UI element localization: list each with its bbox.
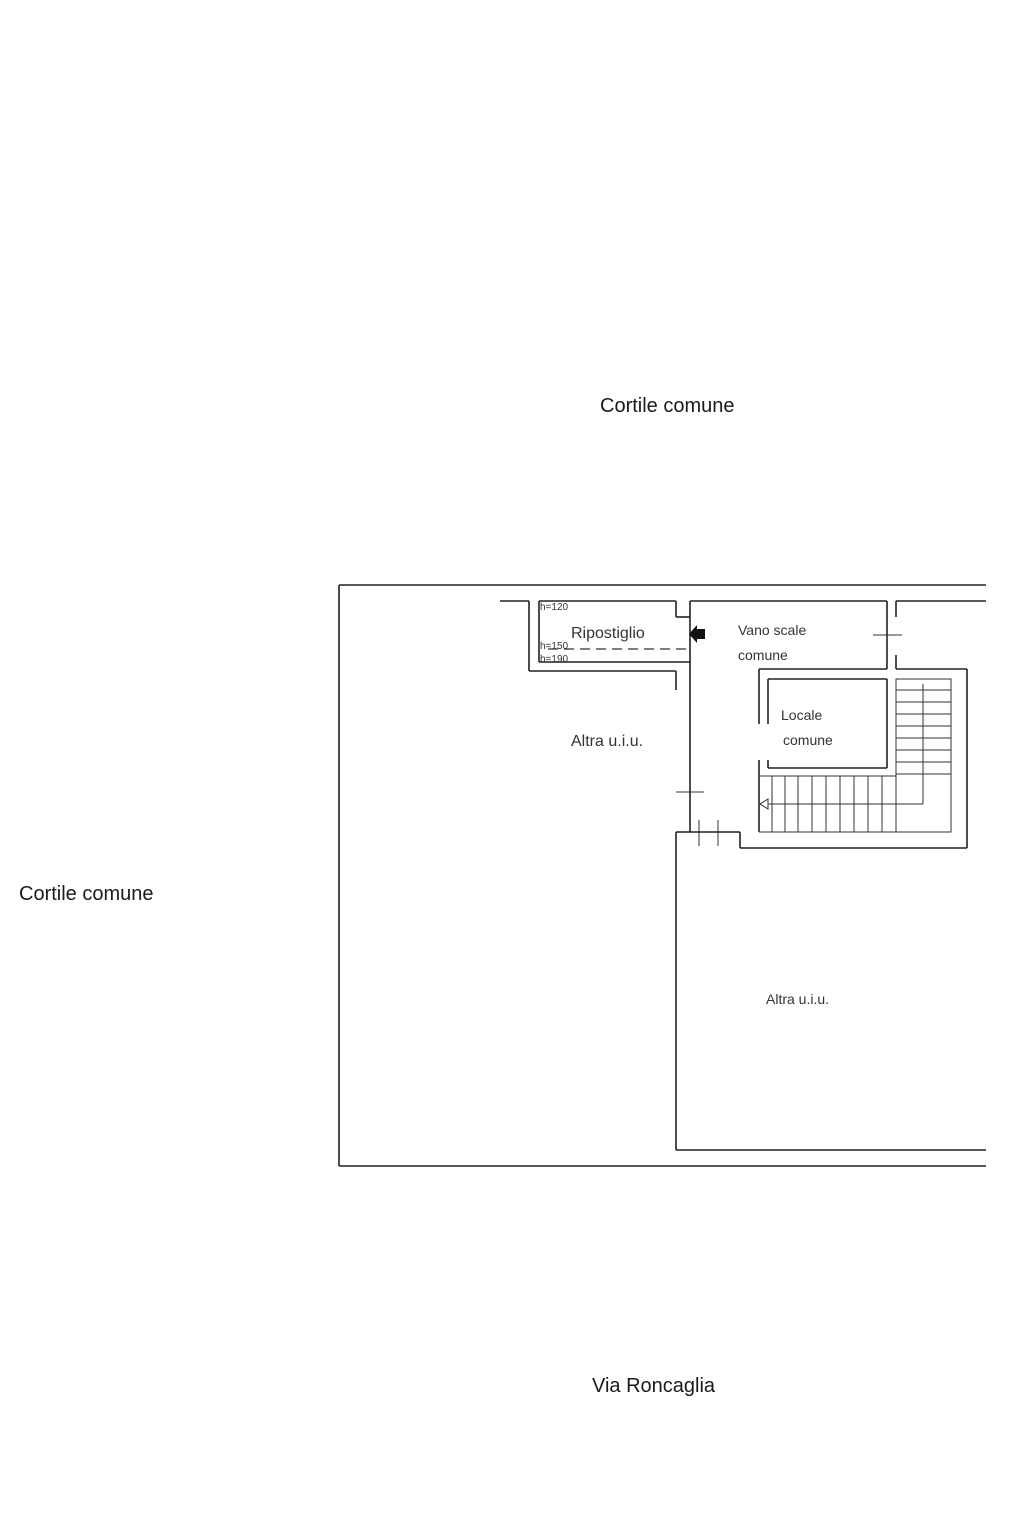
- lower-unit-walls: [676, 832, 986, 1150]
- storage-room-walls: [500, 601, 690, 690]
- common-room-label-line1: Locale: [781, 707, 823, 723]
- common-room-label-line2: comune: [783, 732, 833, 748]
- stair-direction-arrow: [760, 799, 768, 809]
- site-boundary: [339, 585, 986, 1166]
- courtyard-top-label: Cortile comune: [600, 395, 735, 417]
- height-label-150: h=150: [540, 641, 569, 652]
- stairwell-walls: [676, 601, 986, 848]
- entrance-arrow-icon: [689, 625, 705, 643]
- stairwell-label-line2: comune: [738, 647, 788, 663]
- courtyard-left-label: Cortile comune: [19, 883, 154, 905]
- height-label-190: h=190: [540, 654, 569, 665]
- storage-room-label: Ripostiglio: [571, 625, 645, 642]
- staircase: [759, 679, 951, 832]
- other-unit-label-1: Altra u.i.u.: [571, 733, 644, 750]
- other-unit-label-2: Altra u.i.u.: [766, 991, 830, 1007]
- stairwell-label-line1: Vano scale: [738, 622, 807, 638]
- height-label-120: h=120: [540, 602, 569, 613]
- street-label: Via Roncaglia: [592, 1375, 716, 1397]
